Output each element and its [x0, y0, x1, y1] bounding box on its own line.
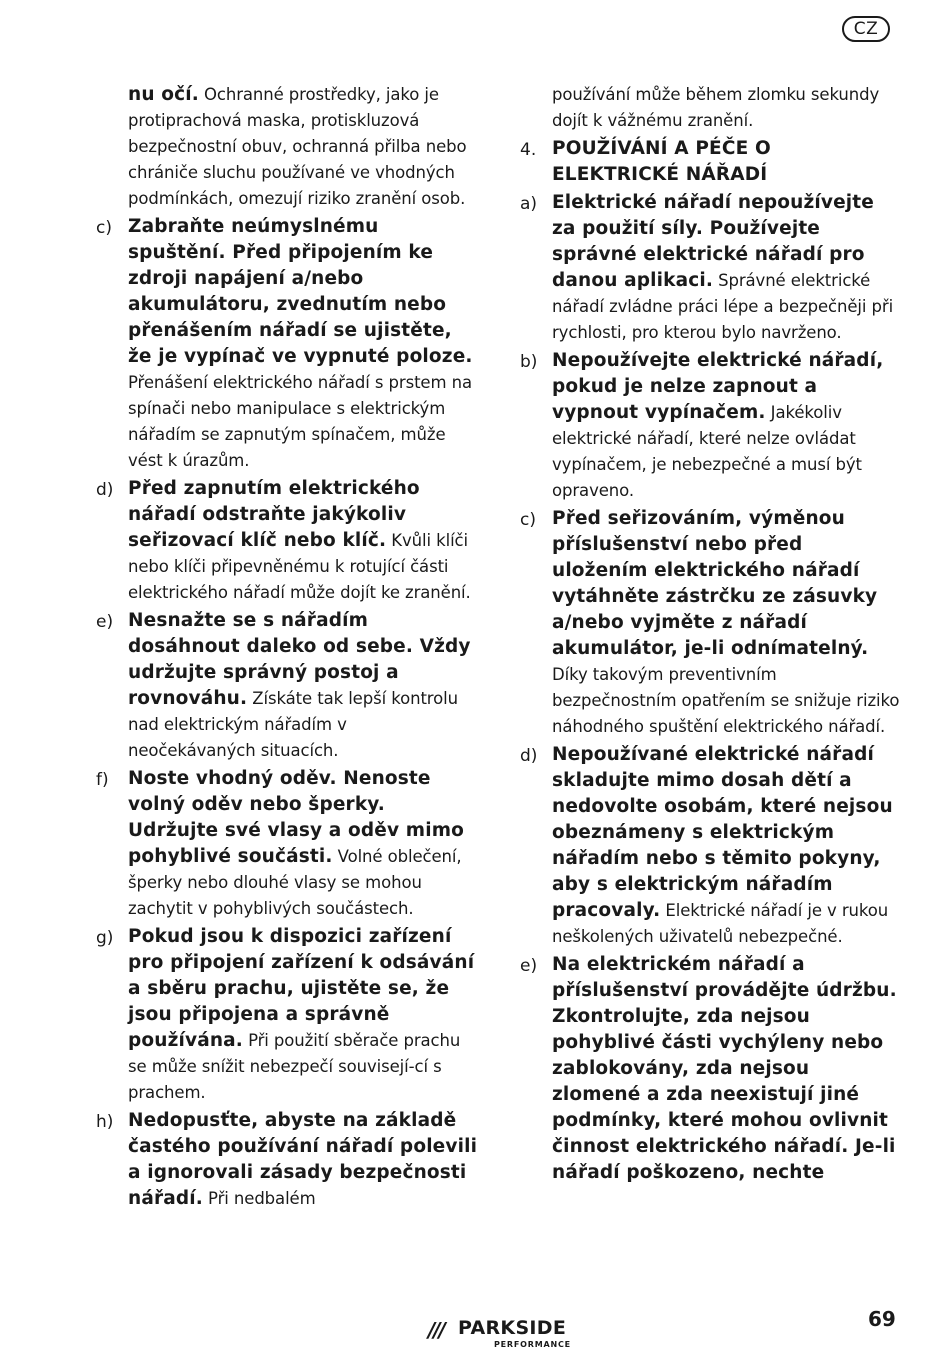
section-number: 4.	[520, 140, 537, 160]
item-lead: Nepoužívejte elektrické nářadí, pokud je nelze zapnout a vypnout vypínačem.	[552, 350, 884, 423]
item-marker: e)	[96, 612, 114, 632]
item-lead: Na elektrickém nářadí a příslušenství provádějte údržbu. Zkontrolujte, zda nejsou pohyblivé části vychýleny nebo zablokovány, zda nejsou zlomené a zda neexistují jiné podmínky, které mohou ovlivnit činnost elektrického nářadí. Je-li nářadí poškozeno, nechte	[552, 954, 897, 1183]
item-body: Volné oblečení, šperky nebo dlouhé vlasy se mohou zachytit v pohyblivých součástech.	[128, 847, 462, 918]
item-lead: Nepoužívané elektrické nářadí skladujte mimo dosah dětí a nedovolte osobám, které nejsou obeznámeny s elektrickým nářadím nebo s těmito pokyny, aby s elektrickým nářadím pracovaly.	[552, 744, 893, 921]
item-lead: Zabraňte neúmyslnému spuštění. Před připojením ke zdroji napájení a/nebo akumulátoru, zvednutím nebo přenášením nářadí se ujistěte, že je vypínač ve vypnuté poloze.	[128, 216, 473, 367]
item-lead: Elektrické nářadí nepoužívejte za použití síly. Používejte správné elektrické nářadí pro danou aplikaci.	[552, 192, 874, 291]
item-marker: d)	[520, 746, 538, 766]
item-marker: b)	[520, 352, 538, 372]
list-item	[84, 1108, 479, 1212]
language-badge: CZ	[842, 16, 890, 42]
item-lead: Nesnažte se s nářadím dosáhnout daleko od sebe. Vždy udržujte správný postoj a rovnováhu.	[128, 610, 471, 709]
item-marker: h)	[96, 1112, 114, 1132]
list-item	[84, 924, 479, 1106]
item-body: Díky takovým preventivním bezpečnostním opatřením se snižuje riziko náhodného spuštění elektrického nářadí.	[552, 665, 900, 736]
right-column	[508, 82, 900, 1188]
intro-lead: nu očí.	[128, 84, 199, 105]
list-item	[84, 608, 479, 764]
item-lead: Pokud jsou k dispozici zařízení pro připojení zařízení k odsávání a sběru prachu, ujistěte se, že jsou připojena a správně používána.	[128, 926, 475, 1051]
left-column	[84, 82, 479, 1214]
brand-name: PARKSIDE	[458, 1317, 567, 1339]
item-body: Kvůli klíči nebo klíči připevněnému k rotující části elektrického nářadí může dojít ke zranění.	[128, 531, 471, 602]
section-title: POUŽÍVÁNÍ A PÉČE O ELEKTRICKÉ NÁŘADÍ	[552, 138, 771, 185]
item-marker: d)	[96, 480, 114, 500]
item-body: Získáte tak lepší kontrolu nad elektrickým nářadím v neočekávaných situacích.	[128, 689, 458, 760]
item-marker: c)	[96, 218, 112, 238]
item-marker: f)	[96, 770, 109, 790]
list-item	[508, 348, 900, 504]
item-lead: Nedopusťte, abyste na základě častého používání nářadí polevili a ignorovali zásady bezpečnosti nářadí.	[128, 1110, 478, 1209]
item-lead: Noste vhodný oděv. Nenoste volný oděv nebo šperky. Udržujte své vlasy a oděv mimo pohyblivé součásti.	[128, 768, 464, 867]
list-item	[508, 952, 900, 1186]
item-lead: Před seřizováním, výměnou příslušenství nebo před uložením elektrického nářadí vytáhněte zástrčku ze zásuvky a/nebo vyjměte z nářadí akumulátor, je-li odnímatelný.	[552, 508, 878, 659]
list-item	[508, 506, 900, 740]
list-item	[84, 476, 479, 606]
item-body: Při použití sběrače prachu se může snížit nebezpečí souvisejí-cí s prachem.	[128, 1031, 461, 1102]
item-body: Přenášení elektrického nářadí s prstem na spínači nebo manipulace s elektrickým nářadím se zapnutým spínačem, může vést k úrazům.	[128, 373, 472, 470]
brand-subtitle: PERFORMANCE	[494, 1340, 571, 1349]
item-marker: a)	[520, 194, 538, 214]
intro-body: používání může během zlomku sekundy dojít k vážnému zranění.	[552, 85, 880, 130]
item-marker: g)	[96, 928, 114, 948]
item-marker: e)	[520, 956, 538, 976]
item-body: Elektrické nářadí je v rukou neškolených uživatelů nebezpečné.	[552, 901, 889, 946]
intro-paragraph	[84, 82, 479, 212]
item-lead: Před zapnutím elektrického nářadí odstraňte jakýkoliv seřizovací klíč nebo klíč.	[128, 478, 420, 551]
item-body: Správné elektrické nářadí zvládne práci lépe a bezpečněji při rychlosti, pro kterou bylo navrženo.	[552, 271, 894, 342]
item-body: Při nedbalém	[208, 1189, 316, 1208]
list-item	[508, 190, 900, 346]
item-body: Jakékoliv elektrické nářadí, které nelze ovládat vypínačem, je nebezpečné a musí být opraveno.	[552, 403, 862, 500]
intro-body: Ochranné prostředky, jako je protiprachová maska, protiskluzová bezpečnostní obuv, ochranná přilba nebo chrániče sluchu používané ve vhodných podmínkách, omezují riziko zranění osob.	[128, 85, 467, 208]
brand-logo	[428, 1316, 588, 1350]
list-item	[508, 742, 900, 950]
section-heading	[508, 136, 900, 188]
item-marker: c)	[520, 510, 536, 530]
brand-slashes: ///	[428, 1318, 444, 1342]
page-number: 69	[868, 1307, 896, 1331]
intro-paragraph	[508, 82, 900, 134]
list-item	[84, 214, 479, 474]
list-item	[84, 766, 479, 922]
